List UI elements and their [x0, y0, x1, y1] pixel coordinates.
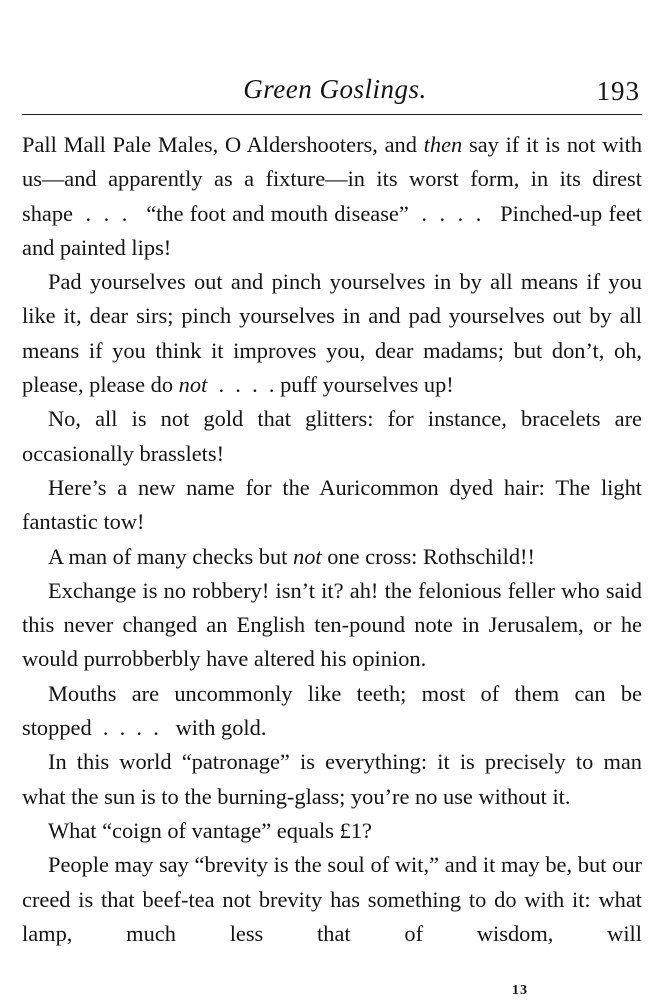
running-title: Green Goslings. — [243, 74, 427, 104]
paragraph — [22, 814, 642, 848]
page-header — [22, 70, 642, 110]
paragraph — [22, 677, 642, 746]
text-run: Pall Mall Pale Males, O Aldershooters, and — [22, 132, 424, 157]
text-run: What “coign of vantage” equals £1? — [48, 817, 372, 843]
text-run: Here’s a new name for the Auricommon dyed hair: The light fantastic tow! — [22, 474, 642, 535]
italic-text: not — [293, 543, 322, 569]
italic-text: not — [178, 372, 208, 398]
page-number: 193 — [596, 76, 640, 106]
paragraph — [22, 128, 642, 265]
italic-text: then — [423, 132, 463, 157]
text-run: A man of many checks but — [48, 543, 293, 569]
text-run: . . . . puff yourselves up! — [207, 372, 454, 398]
text-run: one cross: Rothschild!! — [321, 543, 535, 569]
text-run: Exchange is no robbery! isn’t it? ah! the felonious feller who said this never changed an English ten-pound note in Jerusalem, or he would purrobberbly have altered his opinion. — [22, 577, 642, 672]
paragraph — [22, 471, 642, 540]
paragraph — [22, 540, 642, 574]
body-text — [22, 128, 642, 951]
text-run: People may say “brevity is the soul of wit,” and it may be, but our creed is that beef-tea not brevity has something to do with it: what lamp, much less that of wisdom, will — [22, 852, 642, 946]
text-run: say if it is not with us—and apparently as a fixture—in its worst form, in its direst shape . . . “the foot and mouth disease” . . . . Pinched-up feet and painted lips! — [22, 132, 643, 260]
text-run: Pad yourselves out and pinch yourselves in by all means if you like it, dear sirs; pinch yourselves in and pad yourselves out by all means if you think it improves you, dear madams; but don’t, oh, please, please do — [22, 269, 642, 398]
header-rule — [22, 114, 642, 115]
text-run: Mouths are uncommonly like teeth; most of them can be stopped . . . . with gold. — [22, 680, 642, 741]
paragraph — [22, 745, 642, 814]
paragraph — [22, 848, 642, 951]
paragraph — [22, 265, 642, 402]
text-run: No, all is not gold that glitters: for instance, bracelets are occasionally brasslets! — [22, 406, 642, 466]
text-run: In this world “patronage” is everything: it is precisely to man what the sun is to the burning-glass; you’re no use without it. — [22, 749, 642, 809]
signature-mark: 13 — [512, 983, 528, 998]
paragraph — [22, 402, 642, 471]
paragraph — [22, 574, 642, 677]
